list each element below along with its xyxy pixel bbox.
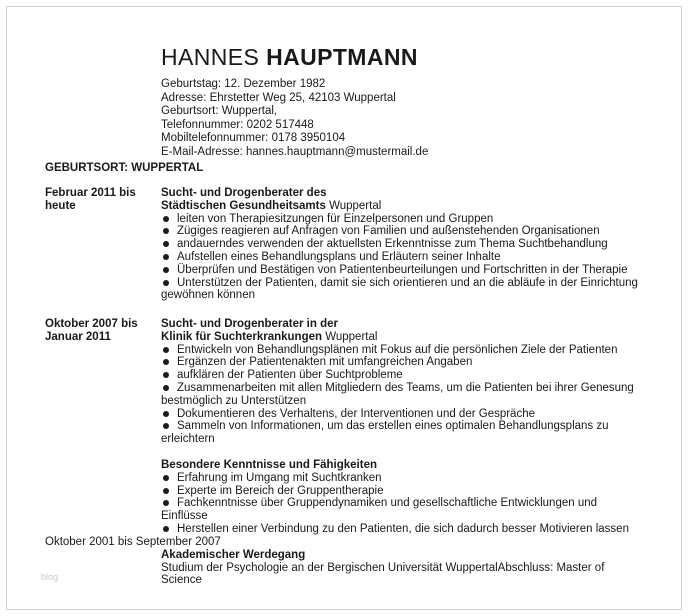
list-item: leiten von Therapiesitzungen für Einzelpersonen und Gruppen [161, 213, 645, 226]
list-item: Zusammenarbeiten mit allen Mitgliedern des Teams, um die Patienten bei ihrer Genesung bestmöglich zu Unterstützen [161, 382, 645, 408]
list-item: Fachkenntnisse über Gruppendynamiken und gesellschaftliche Entwicklungen und Einflüsse [161, 497, 645, 523]
full-name [161, 43, 428, 71]
education-entry [45, 536, 645, 587]
list-item: Dokumentieren des Verhaltens, der Interventionen und der Gespräche [161, 408, 645, 421]
list-item: Experte im Bereich der Gruppentherapie [161, 485, 645, 498]
job1-role: Sucht- und Drogenberater des [161, 187, 327, 199]
list-item: Entwickeln von Behandlungsplänen mit Fokus auf die persönlichen Ziele der Patienten [161, 344, 645, 357]
skills-title: Besondere Kenntnisse und Fähigkeiten [161, 458, 377, 471]
section-title: GEBURTSORT: WUPPERTAL [45, 162, 204, 174]
birthplace-line: Geburtsort: Wuppertal, [161, 105, 278, 118]
job2-body [161, 318, 645, 536]
job1-body [161, 187, 645, 302]
job2-date: Oktober 2007 bis Januar 2011 [45, 318, 138, 343]
education-date: Oktober 2001 bis September 2007 [45, 536, 221, 548]
last-name: HAUPTMANN [266, 44, 418, 70]
list-item: Unterstützen der Patienten, damit sie sich orientieren und an die abläufe in der Einrichtung gewöhnen können [161, 277, 645, 303]
list-item: Zügiges reagieren auf Anfragen von Familien und außenstehenden Organisationen [161, 225, 645, 238]
job2-city: Wuppertal [322, 330, 378, 343]
resume-header [161, 43, 428, 160]
list-item: Überprüfen und Bestätigen von Patientenbeurteilungen und Fortschritten in der Therapie [161, 264, 645, 277]
resume-page [6, 6, 682, 610]
list-item: Erfahrung im Umgang mit Suchtkranken [161, 472, 645, 485]
job1-bullet-list [161, 213, 645, 303]
education-body [161, 549, 631, 587]
job1-city: Wuppertal [325, 199, 382, 212]
list-item: aufklären der Patienten über Suchtprobleme [161, 369, 645, 382]
job1-date: Februar 2011 bis heute [45, 187, 136, 212]
list-item: Ergänzen der Patientenakten mit umfangreichen Angaben [161, 356, 645, 369]
phone-line: Telefonnummer: 0202 517448 [161, 118, 314, 131]
education-text: Studium der Psychologie an der Bergischen Universität WuppertalAbschluss: Master of Science [161, 561, 605, 587]
job1-org: Städtischen Gesundheitsamts [161, 199, 326, 212]
education-title: Akademischer Werdegang [161, 548, 306, 561]
job2-employer [161, 331, 645, 344]
job1-employer [161, 200, 645, 213]
job2-bullet-list [161, 344, 645, 446]
list-item: andauerndes verwenden der aktuellsten Erkenntnisse zum Thema Suchtbehandlung [161, 238, 645, 251]
job2-org: Klinik für Suchterkrankungen [161, 330, 323, 343]
birthday-line: Geburtstag: 12. Dezember 1982 [161, 78, 326, 90]
skills-list [161, 472, 645, 536]
list-item: Herstellen einer Verbindung zu den Patienten, die sich dadurch besser Motivieren lassen [161, 523, 645, 536]
watermark: blog [41, 572, 59, 582]
address-line: Adresse: Ehrstetter Weg 25, 42103 Wuppertal [161, 91, 396, 104]
email-line: E-Mail-Adresse: hannes.hauptmann@mustermail.de [161, 145, 429, 158]
list-item: Sammeln von Informationen, um das erstellen eines optimalen Behandlungsplans zu erleichtern [161, 420, 645, 446]
job2-role: Sucht- und Drogenberater in der [161, 318, 338, 330]
contact-block [161, 78, 428, 160]
mobile-line: Mobiltelefonnummer: 0178 3950104 [161, 132, 346, 145]
list-item: Aufstellen eines Behandlungsplans und Erläutern seiner Inhalte [161, 251, 645, 264]
first-name: HANNES [161, 44, 260, 70]
